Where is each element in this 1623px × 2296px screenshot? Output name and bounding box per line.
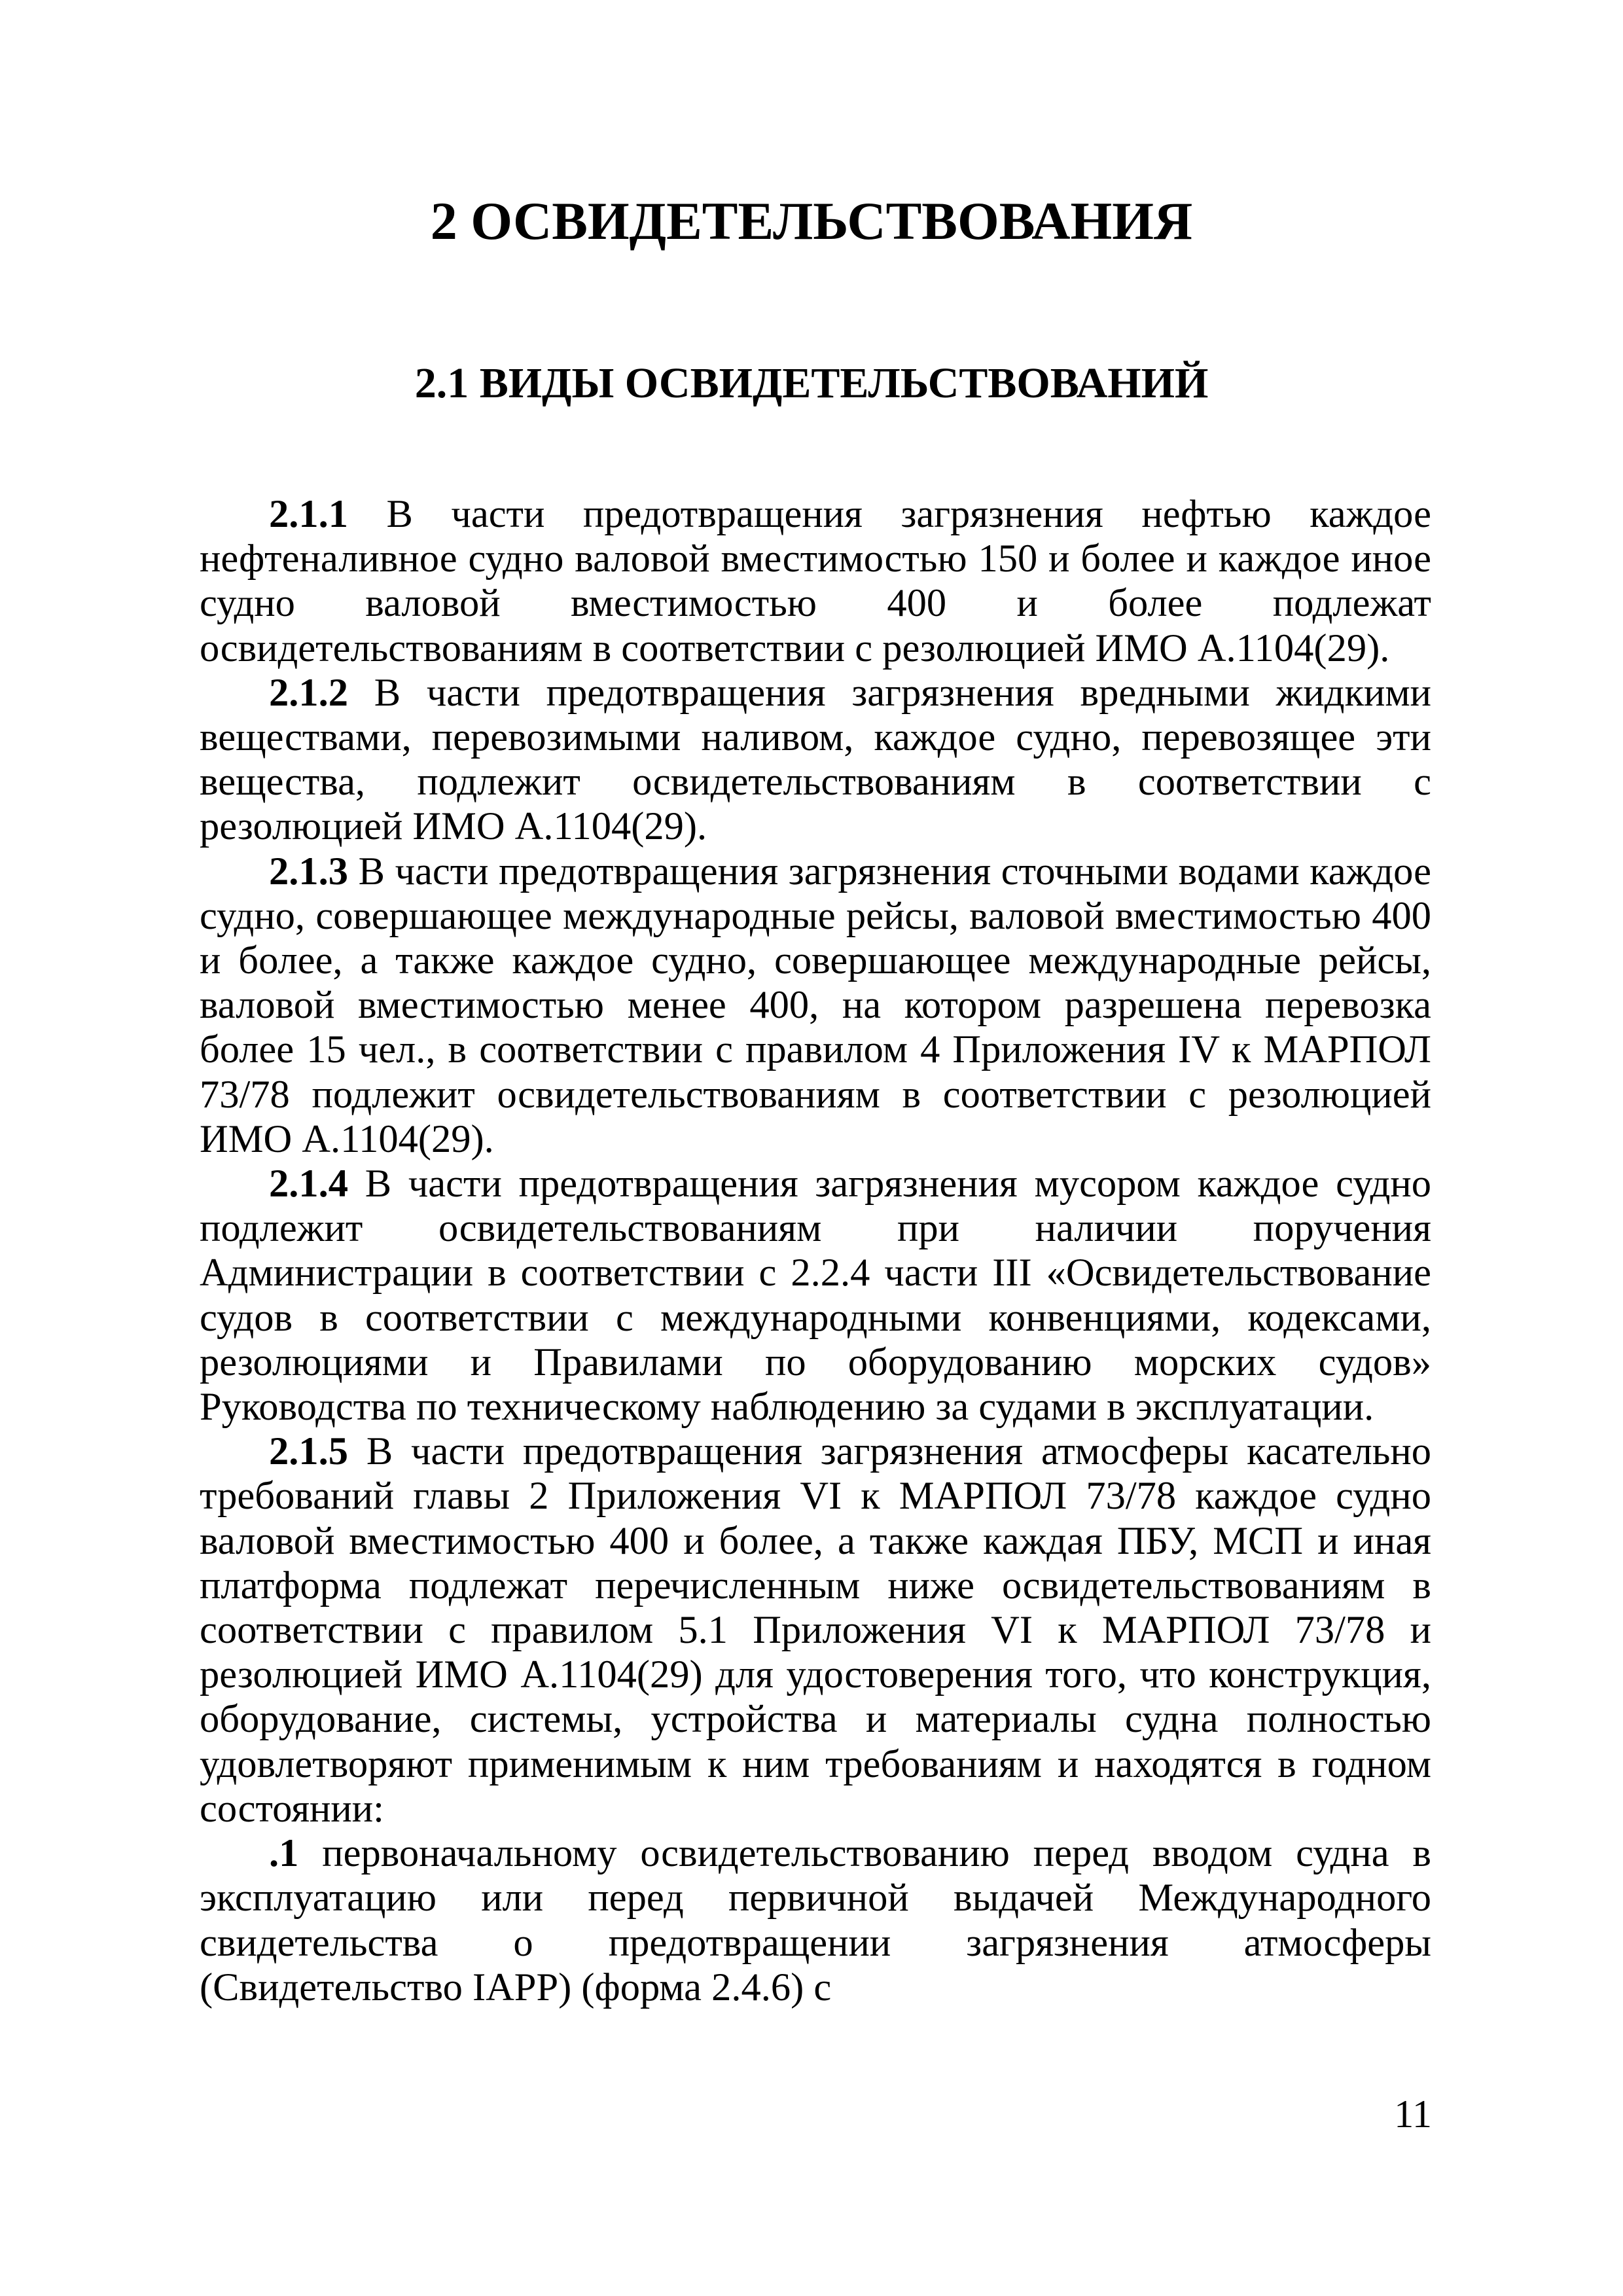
paragraph-2-1-3: [200, 850, 1431, 1162]
list-item-text: первоначальному освидетельствованию перед вводом судна в эксплуатацию или перед первичной выдачей Международного свидетельства о предотвращении загрязнения атмосферы (Свидетельство IAPP) (форма 2.4.6) с: [200, 1831, 1432, 2009]
paragraph-2-1-2: [200, 671, 1431, 850]
paragraph-2-1-1: [200, 492, 1431, 671]
list-item-number: .1: [269, 1831, 299, 1876]
paragraph-text: В части предотвращения загрязнения сточными водами каждое судно, совершающее международные рейсы, валовой вместимостью 400 и более, а также каждое судно, совершающее международные рейсы, валовой вместимостью менее 400, на котором разрешена перевозка более 15 чел., в соответствии с правилом 4 Приложения IV к МАРПОЛ 73/78 подлежит освидетельствованиям в соответствии с резолюцией ИМО А.1104(29).: [200, 849, 1431, 1161]
section-title: 2.1 ВИДЫ ОСВИДЕТЕЛЬСТВОВАНИЙ: [414, 359, 1209, 407]
body-text: [200, 492, 1431, 2010]
paragraph-number: 2.1.4: [269, 1162, 348, 1206]
paragraph-2-1-4: [200, 1162, 1431, 1429]
paragraph-text: В части предотвращения загрязнения вредными жидкими веществами, перевозимыми наливом, каждое судно, перевозящее эти вещества, подлежит освидетельствованиям в соответствии с резолюцией ИМО А.1104(29).: [200, 670, 1432, 849]
paragraph-number: 2.1.2: [269, 670, 348, 715]
paragraph-number: 2.1.3: [269, 849, 348, 893]
page-number: 11: [1394, 2092, 1432, 2136]
paragraph-text: В части предотвращения загрязнения атмосферы касательно требований главы 2 Приложения VI к МАРПОЛ 73/78 каждое судно валовой вместимостью 400 и более, а также каждая ПБУ, МСП и иная платформа подлежат перечисленным ниже освидетельствованиям в соответствии с правилом 5.1 Приложения VI к МАРПОЛ 73/78 и резолюцией ИМО А.1104(29) для удостоверения того, что конструкция, оборудование, системы, устройства и материалы судна полностью удовлетворяют применимым к ним требованиям и находятся в годном состоянии:: [200, 1429, 1432, 1831]
paragraph-number: 2.1.5: [269, 1429, 348, 1474]
paragraph-text: В части предотвращения загрязнения мусором каждое судно подлежит освидетельствованиям при наличии поручения Администрации в соответствии с 2.2.4 части III «Освидетельствование судов в соответствии с международными конвенциями, кодексами, резолюциями и Правилами по оборудованию морских судов» Руководства по техническому наблюдению за судами в эксплуатации.: [200, 1162, 1431, 1429]
list-item-1: [200, 1831, 1431, 2010]
paragraph-text: В части предотвращения загрязнения нефтью каждое нефтеналивное судно валовой вместимостью 150 и более и каждое иное судно валовой вместимостью 400 и более подлежат освидетельствованиям в соответствии с резолюцией ИМО А.1104(29).: [200, 492, 1432, 670]
paragraph-2-1-5: [200, 1429, 1431, 1831]
chapter-title: 2 ОСВИДЕТЕЛЬСТВОВАНИЯ: [430, 191, 1193, 251]
paragraph-number: 2.1.1: [269, 492, 348, 536]
